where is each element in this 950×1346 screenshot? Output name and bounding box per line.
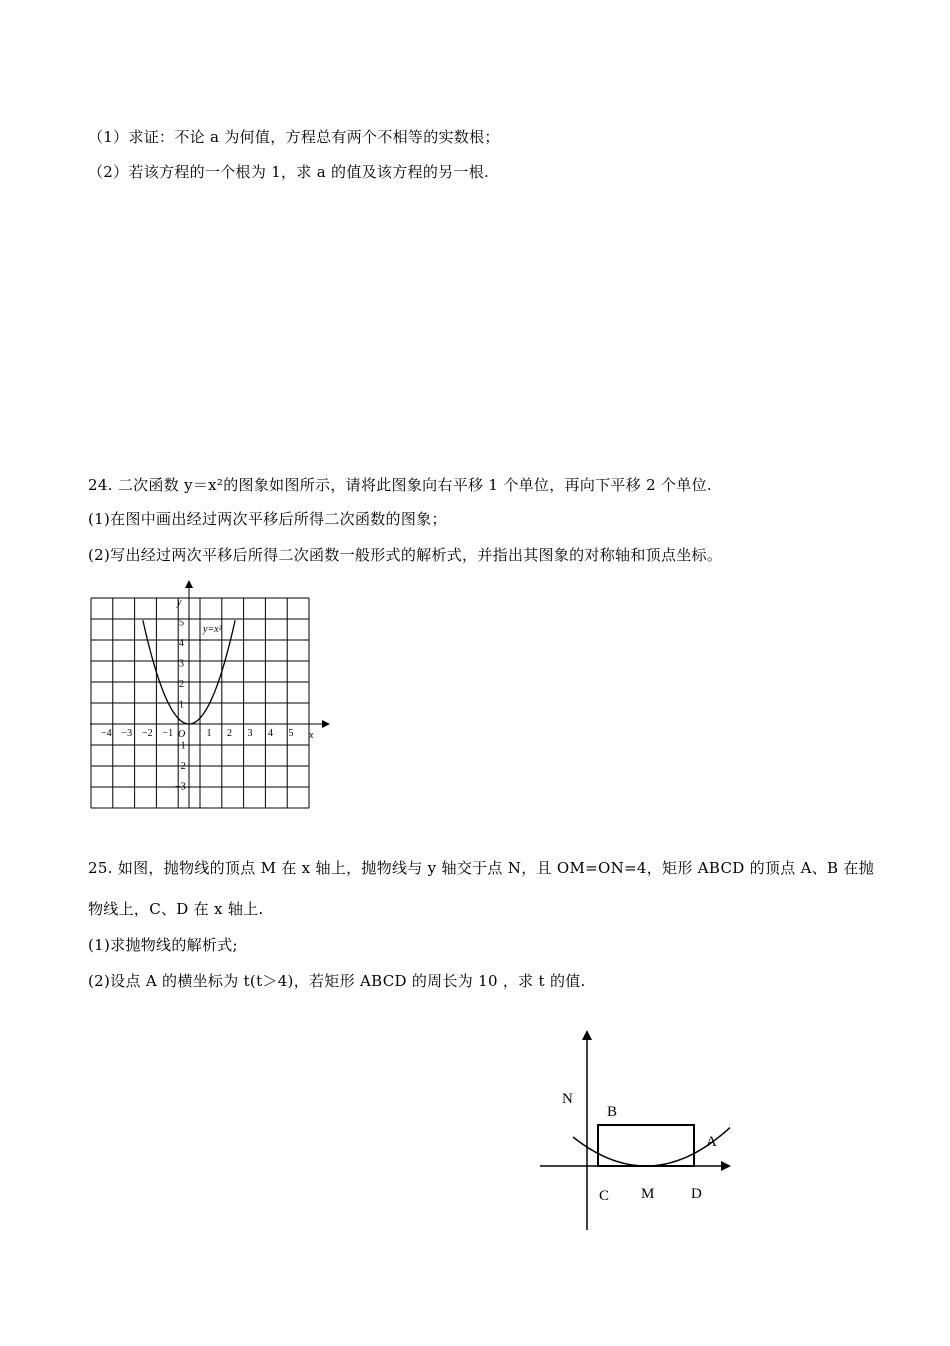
x-tick-label: 4 bbox=[268, 728, 273, 739]
x-tick-label: 3 bbox=[247, 728, 253, 739]
x-tick-label: −3 bbox=[121, 728, 133, 739]
q24-part1: (1)在图中画出经过两次平移后所得二次函数的图象； bbox=[88, 510, 447, 528]
q24-graph bbox=[90, 580, 330, 812]
y-tick-label: 2 bbox=[179, 679, 184, 690]
q25-stem-line1: 25. 如图，抛物线的顶点 M 在 x 轴上，抛物线与 y 轴交于点 N，且 OM=ON=4，矩形 ABCD 的顶点 A、B 在抛 bbox=[88, 859, 875, 877]
x-tick-label: −1 bbox=[162, 728, 174, 739]
x-tick-label: −4 bbox=[101, 728, 112, 739]
label-D: D bbox=[691, 1186, 702, 1202]
q23-part1: （1）求证：不论 a 为何值，方程总有两个不相等的实数根； bbox=[88, 128, 500, 146]
y-tick-label: 3 bbox=[179, 658, 184, 670]
y-axis-arrow bbox=[185, 580, 193, 588]
y-axis-arrow bbox=[582, 1030, 592, 1040]
x-tick-label: −2 bbox=[142, 728, 153, 739]
y-tick-label: −2 bbox=[175, 761, 186, 772]
y-tick-label: 1 bbox=[179, 699, 184, 711]
x-axis-arrow bbox=[721, 1161, 731, 1171]
label-M: M bbox=[641, 1186, 655, 1202]
label-A: A bbox=[706, 1134, 717, 1150]
label-N: N bbox=[562, 1091, 573, 1107]
q25-part2: (2)设点 A 的横坐标为 t(t＞4)，若矩形 ABCD 的周长为 10 ，求 t 的值. bbox=[88, 972, 586, 990]
x-tick-label: 5 bbox=[288, 728, 294, 739]
q24-part2: (2)写出经过两次平移后所得二次函数一般形式的解析式，并指出其图象的对称轴和顶点坐标。 bbox=[88, 546, 723, 564]
x-axis-label: x bbox=[309, 730, 314, 741]
y-tick-label: −3 bbox=[175, 781, 186, 793]
x-axis-arrow bbox=[322, 720, 330, 728]
curve-label: y=x² bbox=[203, 624, 222, 635]
y-tick-label: 4 bbox=[179, 638, 184, 649]
y-tick-labels bbox=[175, 618, 186, 793]
label-B: B bbox=[607, 1104, 618, 1120]
q25-part1: (1)求抛物线的解析式; bbox=[88, 936, 238, 954]
q25-stem-line2: 物线上，C、D 在 x 轴上. bbox=[88, 900, 264, 918]
x-tick-labels bbox=[101, 728, 294, 739]
y-tick-label: −1 bbox=[175, 740, 186, 752]
grid bbox=[91, 598, 309, 808]
q25-figure bbox=[535, 1030, 745, 1235]
label-C: C bbox=[599, 1188, 610, 1204]
q23-part2: （2）若该方程的一个根为 1，求 a 的值及该方程的另一根. bbox=[88, 163, 490, 181]
q24-stem: 24. 二次函数 y＝x²的图象如图所示，请将此图象向右平移 1 个单位，再向下平移 2 个单位. bbox=[88, 476, 712, 494]
y-axis-label: y bbox=[177, 597, 182, 608]
x-tick-label: 2 bbox=[227, 728, 232, 739]
origin-label: O bbox=[178, 729, 186, 740]
x-tick-label: 1 bbox=[206, 728, 212, 739]
y-tick-label: 5 bbox=[179, 617, 184, 629]
